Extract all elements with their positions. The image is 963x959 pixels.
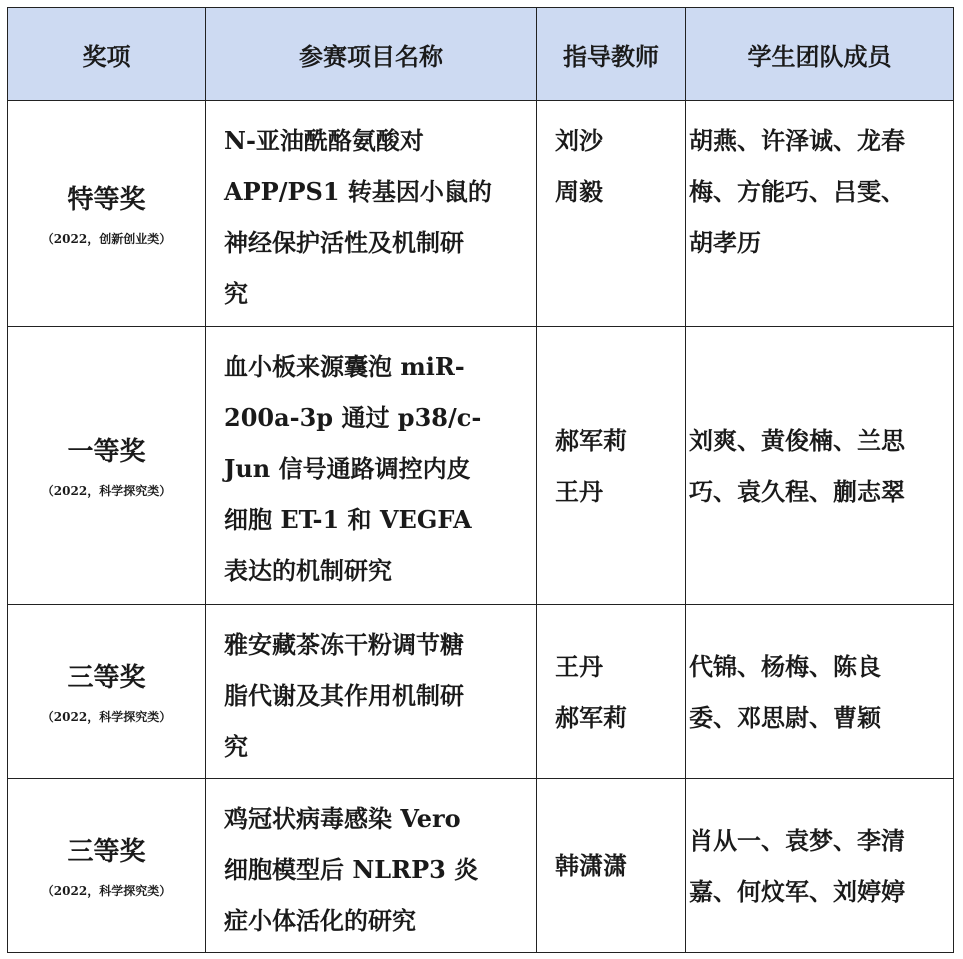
award-cell bbox=[8, 605, 206, 779]
advisor-cell bbox=[537, 779, 686, 953]
project-line: APP/PS1 转基因小鼠的 bbox=[224, 177, 492, 206]
header-team: 学生团队成员 bbox=[686, 8, 954, 101]
table-row bbox=[8, 101, 954, 327]
team-line: 胡燕、许泽诚、龙春 bbox=[689, 126, 905, 155]
team-cell bbox=[686, 101, 954, 327]
project-cell bbox=[206, 327, 537, 605]
team-line: 嘉、何炆军、刘婷婷 bbox=[689, 876, 905, 906]
advisor-name: 王丹 bbox=[555, 476, 603, 506]
project-line: N-亚油酰酪氨酸对 bbox=[224, 126, 424, 155]
advisor-cell bbox=[537, 327, 686, 605]
table-row bbox=[8, 779, 954, 953]
advisor-name: 郝军莉 bbox=[555, 425, 627, 455]
project-line: 血小板来源囊泡 miR- bbox=[224, 352, 465, 381]
project-cell bbox=[206, 101, 537, 327]
table-row bbox=[8, 605, 954, 779]
award-note: （2022，科学探究类） bbox=[41, 884, 172, 898]
award-name: 一等奖 bbox=[67, 437, 146, 467]
project-line: 究 bbox=[224, 279, 248, 308]
award-cell bbox=[8, 101, 206, 327]
team-line: 巧、袁久程、蒯志翠 bbox=[689, 476, 905, 506]
team-cell bbox=[686, 327, 954, 605]
header-advisor: 指导教师 bbox=[537, 8, 686, 101]
award-note: （2022，科学探究类） bbox=[41, 484, 172, 498]
award-cell bbox=[8, 327, 206, 605]
team-line: 刘爽、黄俊楠、兰思 bbox=[689, 425, 905, 455]
award-name: 三等奖 bbox=[67, 663, 146, 693]
advisor-name: 刘沙 bbox=[555, 126, 603, 155]
project-line: 神经保护活性及机制研 bbox=[224, 228, 464, 257]
team-line: 胡孝历 bbox=[689, 228, 761, 257]
project-line: 细胞 ET-1 和 VEGFA bbox=[224, 505, 472, 534]
award-name: 特等奖 bbox=[67, 185, 146, 215]
project-line: 脂代谢及其作用机制研 bbox=[224, 681, 464, 710]
table-row bbox=[8, 327, 954, 605]
team-line: 肖从一、袁梦、李清 bbox=[689, 825, 905, 855]
project-line: Jun 信号通路调控内皮 bbox=[224, 454, 471, 483]
project-cell bbox=[206, 779, 537, 953]
header-award: 奖项 bbox=[8, 8, 206, 101]
header-project: 参赛项目名称 bbox=[206, 8, 537, 101]
team-line: 代锦、杨梅、陈良 bbox=[689, 651, 881, 681]
advisor-name: 王丹 bbox=[555, 651, 603, 681]
team-cell bbox=[686, 779, 954, 953]
advisor-name: 郝军莉 bbox=[555, 702, 627, 732]
award-name: 三等奖 bbox=[67, 837, 146, 867]
advisor-cell bbox=[537, 101, 686, 327]
project-line: 究 bbox=[224, 732, 248, 761]
project-line: 表达的机制研究 bbox=[224, 556, 392, 585]
project-line: 雅安藏茶冻干粉调节糖 bbox=[224, 630, 464, 659]
advisor-name: 韩潇潇 bbox=[555, 851, 627, 880]
project-line: 症小体活化的研究 bbox=[224, 906, 416, 935]
awards-table bbox=[7, 7, 954, 953]
project-line: 200a-3p 通过 p38/c- bbox=[224, 403, 482, 432]
advisor-cell bbox=[537, 605, 686, 779]
project-line: 细胞模型后 NLRP3 炎 bbox=[224, 855, 479, 884]
project-cell bbox=[206, 605, 537, 779]
team-cell bbox=[686, 605, 954, 779]
header-row bbox=[8, 8, 954, 101]
award-note: （2022，创新创业类） bbox=[41, 232, 172, 246]
award-note: （2022，科学探究类） bbox=[41, 710, 172, 724]
project-line: 鸡冠状病毒感染 Vero bbox=[224, 804, 461, 833]
team-line: 梅、方能巧、吕雯、 bbox=[689, 177, 905, 206]
award-cell bbox=[8, 779, 206, 953]
team-line: 委、邓思尉、曹颖 bbox=[689, 702, 881, 732]
advisor-name: 周毅 bbox=[555, 177, 603, 206]
